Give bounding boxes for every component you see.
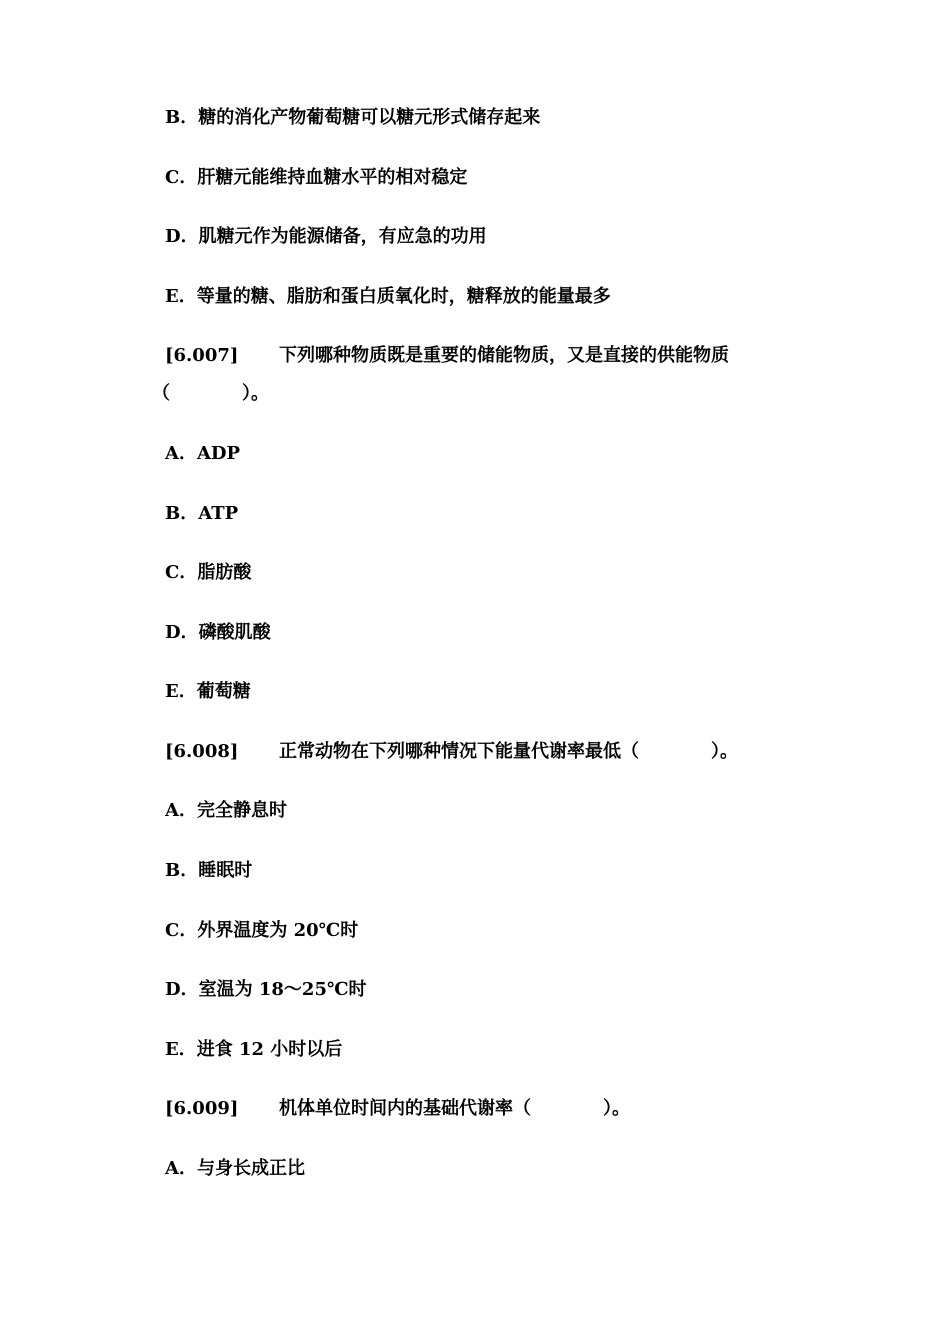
option-d: D．肌糖元作为能源储备，有应急的功用	[165, 226, 487, 247]
option-a: A．与身长成正比	[165, 1158, 305, 1179]
option-a: A．ADP	[165, 443, 241, 464]
question-number: [6.009]	[165, 1098, 239, 1119]
option-e: E．进食 12 小时以后	[165, 1039, 343, 1060]
question-number: [6.007]	[165, 345, 239, 366]
question-stem-continuation: （ ）。	[152, 383, 269, 404]
option-b: B．糖的消化产物葡萄糖可以糖元形式储存起来	[165, 107, 541, 128]
option-c: C．肝糖元能维持血糖水平的相对稳定	[165, 167, 468, 188]
option-e: E．等量的糖、脂肪和蛋白质氧化时，糖释放的能量最多	[165, 286, 611, 307]
option-e: E．葡萄糖	[165, 681, 251, 702]
question-stem: 机体单位时间内的基础代谢率（ ）。	[279, 1098, 630, 1119]
question-stem: 下列哪种物质既是重要的储能物质，又是直接的供能物质	[279, 345, 729, 366]
option-c: C．脂肪酸	[165, 562, 252, 583]
option-d: D．室温为 18～25℃时	[165, 979, 367, 1000]
option-b: B．ATP	[165, 503, 239, 524]
question-number: [6.008]	[165, 741, 239, 762]
question-stem: 正常动物在下列哪种情况下能量代谢率最低（ ）。	[279, 741, 738, 762]
option-c: C．外界温度为 20℃时	[165, 920, 359, 941]
option-a: A．完全静息时	[165, 800, 287, 821]
option-d: D．磷酸肌酸	[165, 622, 271, 643]
option-b: B．睡眠时	[165, 860, 253, 881]
